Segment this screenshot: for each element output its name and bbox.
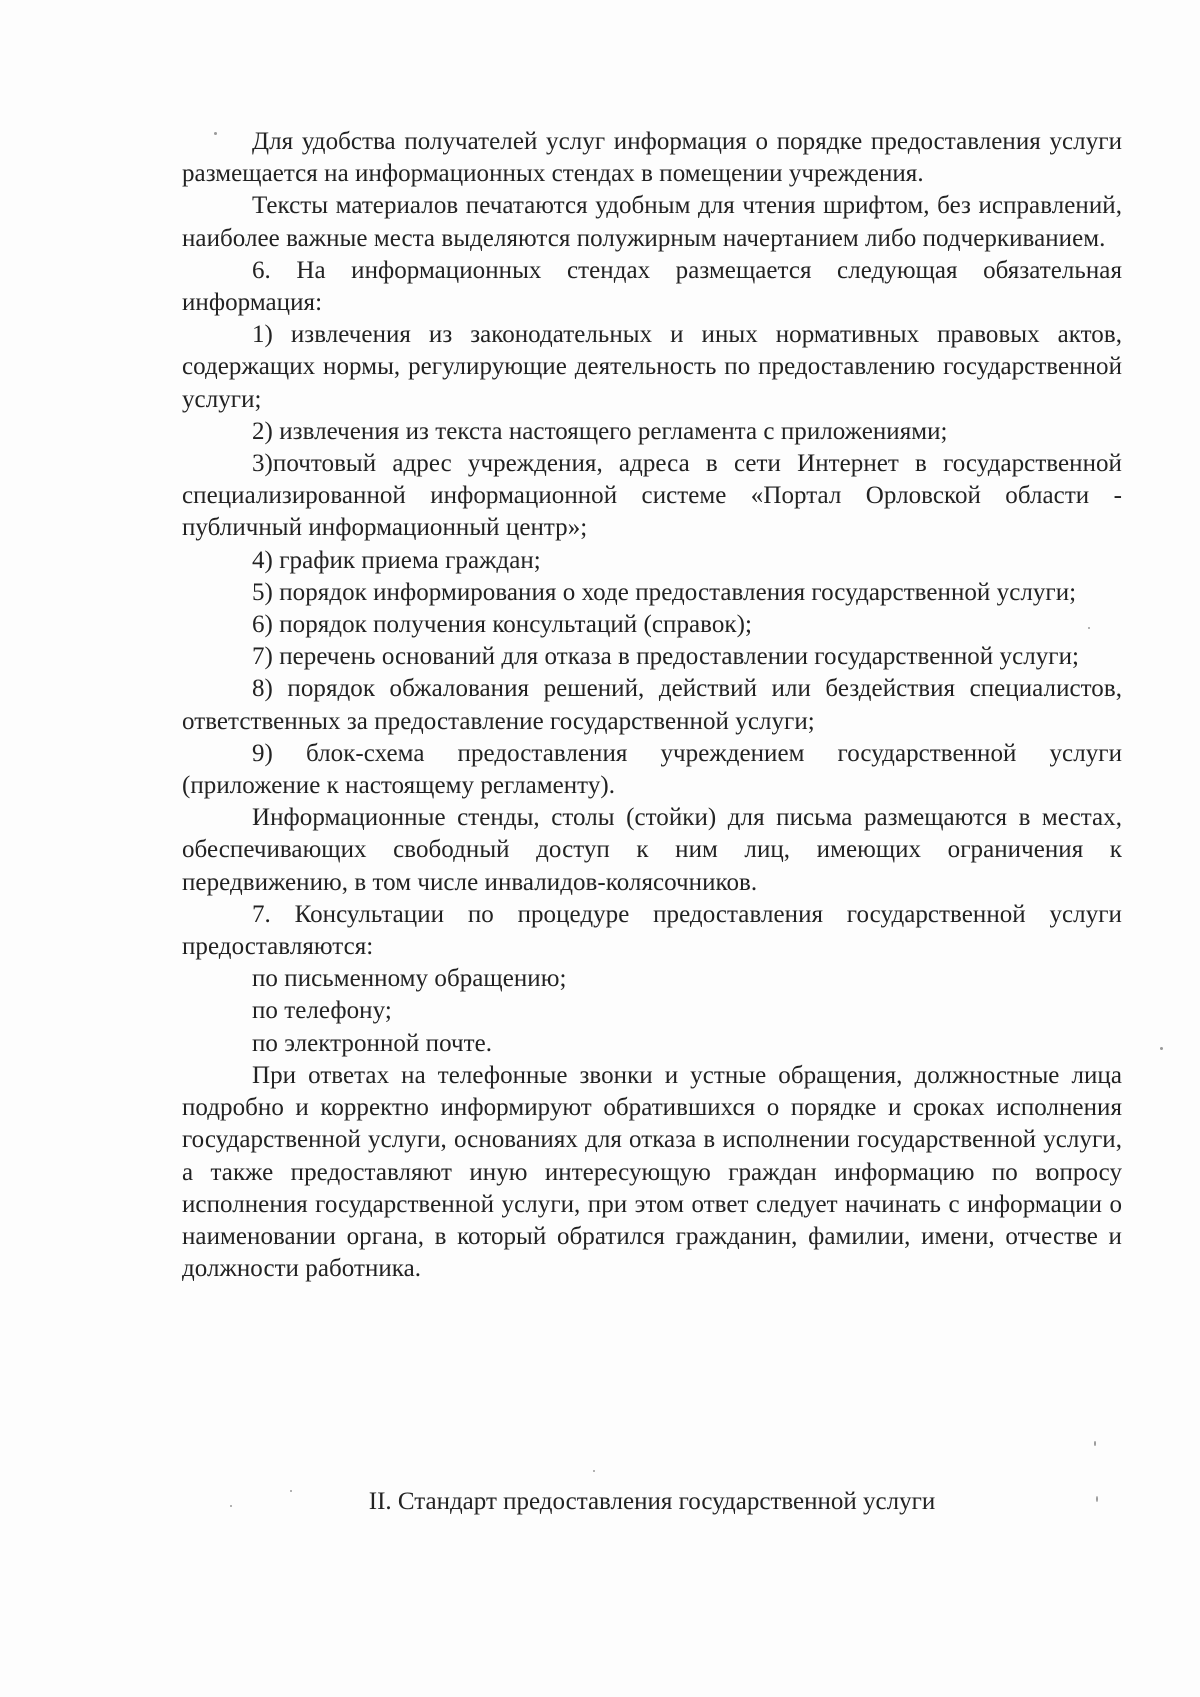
scan-speck bbox=[1096, 1496, 1098, 1502]
section-heading: II. Стандарт предоставления государственной услуги bbox=[368, 1488, 936, 1515]
list-item-6: 6) порядок получения консультаций (справок); bbox=[252, 611, 752, 639]
scan-speck bbox=[214, 132, 217, 135]
scan-speck bbox=[593, 1470, 595, 1472]
paragraph-phone-answers: При ответах на телефонные звонки и устные обращения, должностные лица подробно и корректно информируют обратившихся о порядке и сроках исполнения государственной услуги, основаниях для отказа в исполнении государственной услуги, а также предоставляют иную интересующую граждан информацию по вопросу исполнения государственной услуги, при этом ответ следует начинать с информации о наименовании органа, в который обратился гражданин, фамилии, имени, отчестве и должности работника. bbox=[182, 1061, 1122, 1283]
list-item-1: 1) извлечения из законодательных и иных нормативных правовых актов, содержащих нормы, регулирующие деятельность по предоставлению государственной услуги; bbox=[182, 321, 1122, 413]
document-body bbox=[182, 126, 1122, 1285]
consultation-method-email: по электронной почте. bbox=[252, 1029, 493, 1057]
paragraph-item-6: 6. На информационных стендах размещается следующая обязательная информация: bbox=[182, 256, 1122, 317]
paragraph-info-stands-intro: Для удобства получателей услуг информация о порядке предоставления услуги размещается на информационных стендах в помещении учреждения. bbox=[182, 128, 1122, 188]
list-item-7: 7) перечень оснований для отказа в предоставлении государственной услуги; bbox=[252, 643, 1080, 671]
list-item-8: 8) порядок обжалования решений, действий или бездействия специалистов, ответственных за предоставление государственной услуги; bbox=[182, 675, 1122, 735]
scan-speck bbox=[1094, 1441, 1096, 1446]
paragraph-text-formatting: Тексты материалов печатаются удобным для чтения шрифтом, без исправлений, наиболее важные места выделяются полужирным начертанием либо подчеркиванием. bbox=[182, 192, 1122, 252]
list-item-3: 3)почтовый адрес учреждения, адреса в сети Интернет в государственной специализированной информационной системе «Портал Орловской области - публичный информационный центр»; bbox=[182, 450, 1122, 542]
consultation-method-phone: по телефону; bbox=[252, 997, 392, 1025]
scan-speck bbox=[230, 1505, 232, 1507]
list-item-5: 5) порядок информирования о ходе предоставления государственной услуги; bbox=[252, 578, 1077, 606]
consultation-method-written: по письменному обращению; bbox=[252, 965, 567, 993]
list-item-2: 2) извлечения из текста настоящего регламента с приложениями; bbox=[252, 417, 948, 445]
scan-speck bbox=[1088, 627, 1090, 629]
scan-speck bbox=[1160, 1047, 1163, 1050]
list-item-4: 4) график приема граждан; bbox=[252, 546, 541, 574]
list-item-9: 9) блок-схема предоставления учреждением государственной услуги (приложение к настоящему регламенту). bbox=[182, 739, 1122, 800]
scan-speck bbox=[290, 1490, 292, 1492]
paragraph-stands-placement: Информационные стенды, столы (стойки) для письма размещаются в местах, обеспечивающих свободный доступ к ним лиц, имеющих ограничения к передвижению, в том числе инвалидов-колясочников. bbox=[182, 804, 1122, 896]
paragraph-item-7: 7. Консультации по процедуре предоставления государственной услуги предоставляются: bbox=[182, 900, 1122, 961]
